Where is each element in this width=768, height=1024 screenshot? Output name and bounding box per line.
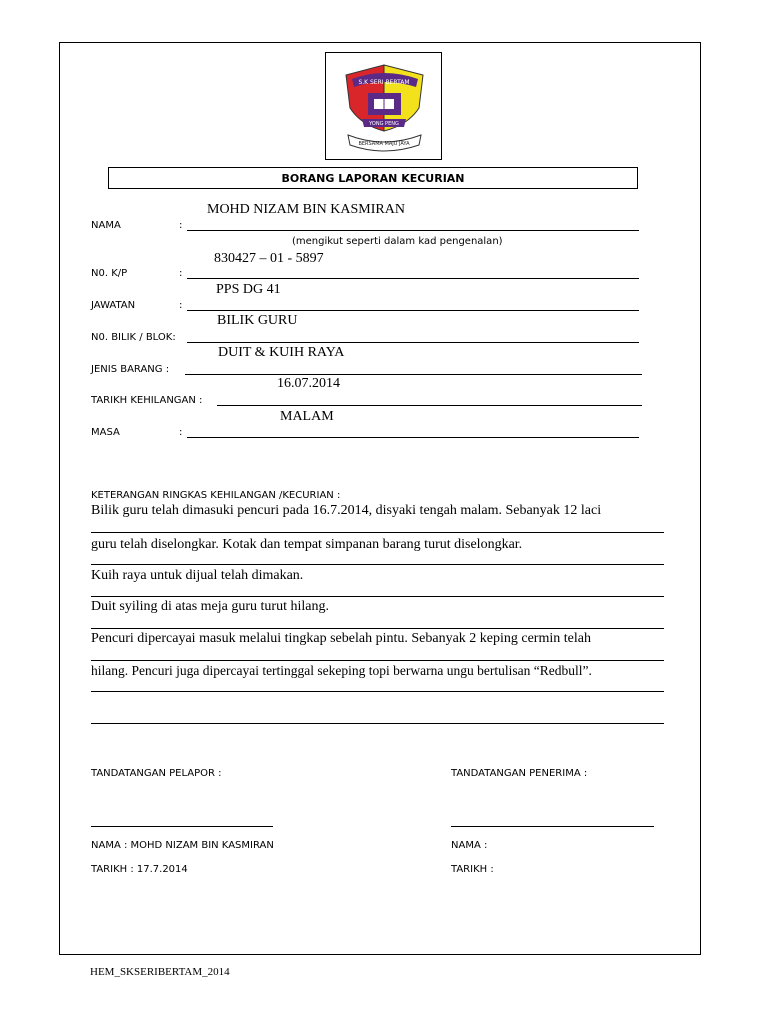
masa-line	[187, 437, 639, 438]
colon: :	[179, 300, 183, 311]
keterangan-line: Bilik guru telah dimasuki pencuri pada 16.7.2014, disyaki tengah malam. Sebanyak 12 laci	[91, 503, 602, 518]
keterangan-line: Kuih raya untuk dijual telah dimakan.	[91, 568, 304, 583]
pelapor-tarikh: TARIKH : 17.7.2014	[91, 864, 188, 875]
logo-ribbon-text: YONG PENG	[369, 121, 399, 127]
nokp-line	[187, 278, 639, 279]
tarikh-line	[217, 405, 642, 406]
pelapor-nama: NAMA : MOHD NIZAM BIN KASMIRAN	[91, 840, 274, 851]
keterangan-rule	[91, 723, 664, 724]
bilik-label: N0. BILIK / BLOK:	[91, 332, 176, 343]
form-title: BORANG LAPORAN KECURIAN	[108, 167, 638, 189]
nama-line	[187, 230, 639, 231]
keterangan-rule	[91, 628, 664, 629]
pelapor-signature-line	[91, 826, 273, 827]
penerima-signature-label: TANDATANGAN PENERIMA :	[451, 768, 588, 779]
keterangan-rule	[91, 660, 664, 661]
keterangan-rule	[91, 596, 664, 597]
keterangan-rule	[91, 532, 664, 533]
keterangan-rule	[91, 564, 664, 565]
keterangan-line: guru telah diselongkar. Kotak dan tempat simpanan barang turut diselongkar.	[91, 537, 523, 552]
pelapor-signature-label: TANDATANGAN PELAPOR :	[91, 768, 222, 779]
nama-label: NAMA	[91, 220, 121, 231]
tarikh-value: 16.07.2014	[277, 376, 340, 391]
nokp-value: 830427 – 01 - 5897	[214, 251, 324, 266]
jenis-value: DUIT & KUIH RAYA	[218, 345, 345, 360]
keterangan-line: Pencuri dipercayai masuk melalui tingkap sebelah pintu. Sebanyak 2 keping cermin telah	[91, 631, 591, 646]
jawatan-line	[187, 310, 639, 311]
footer-code: HEM_SKSERIBERTAM_2014	[90, 966, 230, 978]
logo-top-text: S.K SERI BERTAM	[358, 79, 410, 86]
jawatan-value: PPS DG 41	[216, 282, 281, 297]
masa-value: MALAM	[280, 409, 334, 424]
school-crest-icon	[326, 53, 443, 161]
keterangan-label: KETERANGAN RINGKAS KEHILANGAN /KECURIAN :	[91, 490, 341, 501]
logo-motto: BERSAMA MAJU JAYA	[358, 141, 410, 147]
jenis-line	[185, 374, 642, 375]
colon: :	[179, 427, 183, 438]
jawatan-label: JAWATAN	[91, 300, 136, 311]
penerima-nama: NAMA :	[451, 840, 488, 851]
bilik-value: BILIK GURU	[217, 313, 298, 328]
colon: :	[179, 220, 183, 231]
nama-note: (mengikut seperti dalam kad pengenalan)	[292, 236, 503, 247]
keterangan-line: Duit syiling di atas meja guru turut hilang.	[91, 599, 329, 614]
nama-value: MOHD NIZAM BIN KASMIRAN	[207, 202, 405, 217]
penerima-signature-line	[451, 826, 654, 827]
jenis-label: JENIS BARANG :	[91, 364, 170, 375]
colon: :	[179, 268, 183, 279]
bilik-line	[187, 342, 639, 343]
penerima-tarikh: TARIKH :	[451, 864, 494, 875]
school-logo	[325, 52, 442, 160]
masa-label: MASA	[91, 427, 120, 438]
nokp-label: N0. K/P	[91, 268, 128, 279]
keterangan-rule	[91, 691, 664, 692]
tarikh-label: TARIKH KEHILANGAN :	[91, 395, 203, 406]
keterangan-line: hilang. Pencuri juga dipercayai tertinggal sekeping topi berwarna ungu bertulisan “Redbull”.	[91, 663, 592, 678]
